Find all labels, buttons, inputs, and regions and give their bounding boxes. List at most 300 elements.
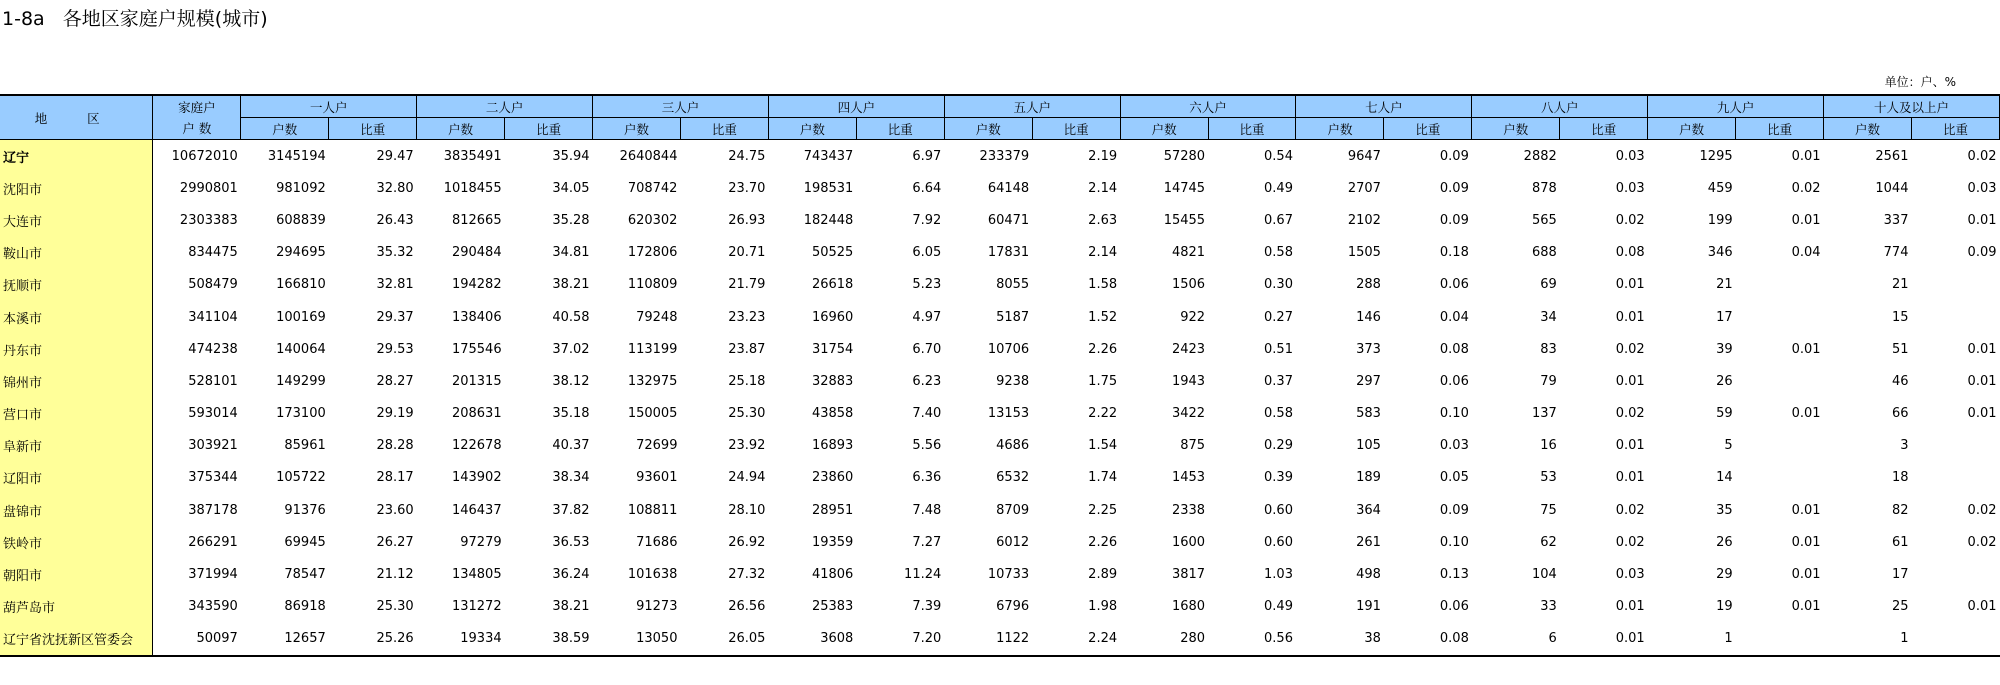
ratio-cell: 5.56	[912, 438, 942, 454]
ratio-cell: 36.24	[552, 567, 590, 583]
region-cell: 本溪市	[0, 301, 153, 333]
region-cell: 鞍山市	[0, 237, 153, 269]
ratio-cell: 1.58	[1088, 277, 1118, 293]
ratio-cell: 0.01	[1615, 438, 1645, 454]
ratio-cell: 26.92	[728, 534, 766, 550]
count-cell: 1600	[1171, 534, 1206, 550]
count-cell: 280	[1120, 623, 1208, 656]
ratio-cell: 0.27	[1264, 309, 1293, 325]
region-cell: 抚顺市	[0, 269, 153, 301]
table-row	[0, 365, 2000, 397]
count-cell: 13153	[987, 406, 1030, 422]
ratio-cell: 5.23	[912, 277, 942, 293]
ratio-cell: 26.93	[728, 212, 766, 228]
ratio-cell: 0.04	[1791, 245, 1821, 261]
count-cell: 69	[1540, 277, 1557, 293]
count-cell: 53	[1540, 470, 1557, 486]
ratio-cell: 7.48	[912, 502, 942, 518]
group-header: 五人户	[944, 95, 1120, 118]
count-cell: 5	[1724, 438, 1733, 454]
total-households-cell: 303921	[153, 430, 241, 462]
ratio-cell: 37.82	[552, 502, 590, 518]
group-header: 九人户	[1648, 95, 1824, 118]
count-cell: 14745	[1163, 180, 1206, 196]
ratio-cell: 6.64	[912, 180, 942, 196]
ratio-cell: 0.01	[1791, 534, 1821, 550]
ratio-cell: 0.06	[1439, 277, 1469, 293]
table-row	[0, 494, 2000, 526]
ratio-cell: 7.40	[912, 406, 942, 422]
ratio-cell: 28.27	[376, 373, 414, 389]
ratio-cell	[1736, 269, 1824, 301]
ratio-cell: 35.32	[376, 245, 414, 261]
ratio-cell	[1736, 462, 1824, 494]
count-cell: 97279	[460, 534, 502, 550]
sub-header-count: 户数	[1824, 118, 1912, 140]
count-cell: 16960	[811, 309, 854, 325]
ratio-cell: 0.02	[1967, 148, 1997, 164]
count-cell: 294695	[276, 245, 326, 261]
ratio-cell: 0.49	[1264, 599, 1293, 615]
ratio-cell: 0.10	[1439, 534, 1469, 550]
count-cell: 3	[1900, 438, 1909, 454]
count-cell: 19334	[417, 623, 505, 656]
sub-header-ratio: 比重	[1208, 118, 1296, 140]
count-cell: 2338	[1171, 502, 1206, 518]
count-cell: 2102	[1347, 212, 1381, 228]
count-cell: 28951	[811, 502, 854, 518]
ratio-cell: 1.74	[1088, 470, 1118, 486]
ratio-cell: 0.01	[1967, 373, 1997, 389]
ratio-cell: 0.54	[1264, 148, 1293, 164]
ratio-cell: 29.19	[376, 406, 414, 422]
ratio-cell: 0.03	[1967, 180, 1997, 196]
table-row	[0, 140, 2000, 173]
sub-header-ratio: 比重	[1911, 118, 1999, 140]
table-row	[0, 204, 2000, 236]
total-households-cell: 528101	[153, 365, 241, 397]
count-cell: 198531	[803, 180, 854, 196]
sub-header-ratio: 比重	[1032, 118, 1120, 140]
ratio-cell: 0.01	[1615, 309, 1645, 325]
ratio-cell: 24.75	[728, 148, 766, 164]
total-households-cell: 834475	[153, 237, 241, 269]
ratio-cell: 26.27	[376, 534, 414, 550]
count-cell: 6796	[996, 599, 1030, 615]
ratio-cell: 0.08	[1439, 341, 1469, 357]
count-cell: 32883	[811, 373, 854, 389]
ratio-cell: 0.08	[1615, 245, 1645, 261]
page-title: 1-8a 各地区家庭户规模(城市)	[2, 8, 268, 30]
ratio-cell: 23.92	[728, 438, 766, 454]
count-cell: 50525	[811, 245, 854, 261]
ratio-cell: 26.56	[728, 599, 766, 615]
sub-header-ratio: 比重	[1736, 118, 1824, 140]
count-cell: 149299	[276, 373, 326, 389]
count-cell: 15	[1891, 309, 1909, 325]
ratio-cell: 0.13	[1439, 567, 1469, 583]
count-cell: 17831	[987, 245, 1030, 261]
count-cell: 565	[1531, 212, 1557, 228]
ratio-cell: 0.09	[1439, 148, 1469, 164]
count-cell: 1505	[1347, 245, 1381, 261]
count-cell: 1018455	[443, 180, 502, 196]
ratio-cell: 2.19	[1088, 148, 1118, 164]
ratio-cell: 2.89	[1088, 567, 1118, 583]
count-cell: 290484	[451, 245, 502, 261]
ratio-cell: 0.05	[1439, 470, 1469, 486]
ratio-cell: 38.21	[552, 599, 590, 615]
count-cell: 91376	[284, 502, 326, 518]
ratio-cell: 23.23	[728, 309, 766, 325]
count-cell: 498	[1356, 567, 1381, 583]
count-cell: 175546	[451, 341, 502, 357]
count-cell: 199	[1707, 212, 1733, 228]
count-cell: 297	[1356, 373, 1381, 389]
count-cell: 583	[1356, 406, 1381, 422]
count-cell: 373	[1356, 341, 1381, 357]
count-cell: 743437	[803, 148, 854, 164]
ratio-cell: 0.02	[1615, 406, 1645, 422]
count-cell: 3835491	[443, 148, 502, 164]
count-cell: 875	[1180, 438, 1206, 454]
count-cell: 26	[1716, 373, 1733, 389]
count-cell: 4686	[996, 438, 1030, 454]
ratio-cell: 0.39	[1264, 470, 1293, 486]
table-body	[0, 140, 2000, 657]
ratio-cell: 0.29	[1264, 438, 1293, 454]
ratio-cell: 32.80	[376, 180, 414, 196]
group-header: 四人户	[768, 95, 944, 118]
table-row	[0, 623, 2000, 656]
count-cell: 59	[1716, 406, 1733, 422]
ratio-cell: 21.79	[728, 277, 766, 293]
sub-header-count: 户数	[768, 118, 856, 140]
count-cell: 812665	[451, 212, 502, 228]
region-cell: 辽宁省沈抚新区管委会	[0, 623, 153, 656]
table-row	[0, 591, 2000, 623]
ratio-cell: 29.37	[376, 309, 414, 325]
count-cell: 26618	[811, 277, 854, 293]
region-cell: 盘锦市	[0, 494, 153, 526]
ratio-cell: 2.24	[1032, 623, 1120, 656]
ratio-cell: 0.03	[1615, 567, 1645, 583]
ratio-cell: 0.06	[1439, 373, 1469, 389]
count-cell: 39	[1716, 341, 1733, 357]
count-cell: 146	[1356, 309, 1381, 325]
count-cell: 105	[1356, 438, 1381, 454]
ratio-cell: 0.49	[1264, 180, 1293, 196]
count-cell: 1295	[1699, 148, 1733, 164]
ratio-cell: 21.12	[376, 567, 414, 583]
ratio-cell: 0.01	[1791, 502, 1821, 518]
count-cell: 1506	[1171, 277, 1206, 293]
ratio-cell: 26.43	[376, 212, 414, 228]
ratio-cell: 0.09	[1439, 502, 1469, 518]
ratio-cell: 0.01	[1791, 341, 1821, 357]
count-cell: 146437	[451, 502, 502, 518]
ratio-cell: 0.09	[1439, 180, 1469, 196]
ratio-cell: 23.60	[376, 502, 414, 518]
count-cell: 60471	[987, 212, 1030, 228]
header-row-sub	[0, 118, 2000, 140]
count-cell: 10733	[987, 567, 1030, 583]
region-cell: 葫芦岛市	[0, 591, 153, 623]
ratio-cell: 7.27	[912, 534, 942, 550]
ratio-cell: 0.01	[1615, 277, 1645, 293]
ratio-cell: 0.18	[1439, 245, 1469, 261]
ratio-cell	[1911, 462, 1999, 494]
region-header: 地 区	[0, 95, 153, 140]
count-cell: 459	[1707, 180, 1733, 196]
region-cell: 辽阳市	[0, 462, 153, 494]
count-cell: 6	[1472, 623, 1560, 656]
count-cell: 23860	[811, 470, 854, 486]
count-cell: 10706	[987, 341, 1030, 357]
count-cell: 79248	[636, 309, 678, 325]
ratio-cell: 0.02	[1615, 502, 1645, 518]
total-households-cell: 371994	[153, 558, 241, 590]
count-cell: 182448	[803, 212, 854, 228]
sub-header-ratio: 比重	[329, 118, 417, 140]
table-row	[0, 558, 2000, 590]
ratio-cell: 0.10	[1439, 406, 1469, 422]
count-cell: 137	[1531, 406, 1557, 422]
ratio-cell: 0.06	[1439, 599, 1469, 615]
count-cell: 51	[1891, 341, 1909, 357]
ratio-cell: 4.97	[912, 309, 942, 325]
ratio-cell: 6.36	[912, 470, 942, 486]
region-cell: 大连市	[0, 204, 153, 236]
ratio-cell: 0.09	[1967, 245, 1997, 261]
count-cell: 17	[1891, 567, 1909, 583]
count-cell: 122678	[451, 438, 502, 454]
table-row	[0, 462, 2000, 494]
count-cell: 364	[1356, 502, 1381, 518]
ratio-cell: 1.54	[1088, 438, 1118, 454]
count-cell: 4821	[1171, 245, 1206, 261]
count-cell: 12657	[241, 623, 329, 656]
count-cell: 134805	[451, 567, 502, 583]
ratio-cell: 0.67	[1264, 212, 1293, 228]
ratio-cell: 25.18	[728, 373, 766, 389]
count-cell: 35	[1716, 502, 1733, 518]
sub-header-count: 户数	[241, 118, 329, 140]
ratio-cell: 27.32	[728, 567, 766, 583]
ratio-cell	[1736, 430, 1824, 462]
count-cell: 104	[1531, 567, 1557, 583]
sub-header-count: 户数	[1472, 118, 1560, 140]
ratio-cell: 2.14	[1088, 245, 1118, 261]
count-cell: 34	[1540, 309, 1557, 325]
count-cell: 101638	[627, 567, 678, 583]
ratio-cell: 35.18	[552, 406, 590, 422]
table-row	[0, 301, 2000, 333]
sub-header-count: 户数	[1296, 118, 1384, 140]
sub-header-count: 户数	[1120, 118, 1208, 140]
sub-header-count: 户数	[944, 118, 1032, 140]
ratio-cell: 20.71	[728, 245, 766, 261]
ratio-cell: 38.12	[552, 373, 590, 389]
ratio-cell: 0.02	[1791, 180, 1821, 196]
ratio-cell: 7.20	[856, 623, 944, 656]
ratio-cell: 0.01	[1967, 599, 1997, 615]
ratio-cell: 34.05	[552, 180, 590, 196]
ratio-cell: 38.21	[552, 277, 590, 293]
ratio-cell: 0.01	[1967, 212, 1997, 228]
table-row	[0, 526, 2000, 558]
count-cell: 878	[1531, 180, 1557, 196]
total-households-cell: 593014	[153, 398, 241, 430]
total-households-cell: 2990801	[153, 172, 241, 204]
count-cell: 173100	[276, 406, 326, 422]
count-cell: 1680	[1171, 599, 1206, 615]
count-cell: 18	[1891, 470, 1909, 486]
count-cell: 3145194	[267, 148, 326, 164]
total-households-cell: 343590	[153, 591, 241, 623]
count-cell: 3608	[768, 623, 856, 656]
ratio-cell: 11.24	[904, 567, 942, 583]
ratio-cell: 0.01	[1560, 623, 1648, 656]
count-cell: 1	[1824, 623, 1912, 656]
ratio-cell	[1911, 558, 1999, 590]
sub-header-ratio: 比重	[856, 118, 944, 140]
count-cell: 922	[1180, 309, 1206, 325]
count-cell: 16893	[811, 438, 854, 454]
count-cell: 16	[1540, 438, 1557, 454]
ratio-cell: 0.01	[1791, 212, 1821, 228]
ratio-cell: 26.05	[680, 623, 768, 656]
total-households-cell: 474238	[153, 333, 241, 365]
group-header: 二人户	[417, 95, 593, 118]
count-cell: 83	[1540, 341, 1557, 357]
ratio-cell: 35.28	[552, 212, 590, 228]
ratio-cell: 0.51	[1264, 341, 1293, 357]
count-cell: 66	[1891, 406, 1909, 422]
ratio-cell: 6.05	[912, 245, 942, 261]
ratio-cell: 0.58	[1264, 245, 1293, 261]
ratio-cell: 6.23	[912, 373, 942, 389]
header-row-groups	[0, 95, 2000, 118]
group-header: 一人户	[241, 95, 417, 118]
ratio-cell: 23.70	[728, 180, 766, 196]
ratio-cell: 0.03	[1615, 148, 1645, 164]
ratio-cell: 25.30	[728, 406, 766, 422]
ratio-cell: 0.60	[1264, 534, 1293, 550]
ratio-cell: 28.10	[728, 502, 766, 518]
count-cell: 100169	[276, 309, 326, 325]
count-cell: 1453	[1171, 470, 1206, 486]
ratio-cell: 0.02	[1615, 534, 1645, 550]
ratio-cell: 24.94	[728, 470, 766, 486]
count-cell: 110809	[627, 277, 678, 293]
ratio-cell: 0.60	[1264, 502, 1293, 518]
region-cell: 朝阳市	[0, 558, 153, 590]
total-households-cell: 266291	[153, 526, 241, 558]
count-cell: 3817	[1171, 567, 1206, 583]
table-row	[0, 430, 2000, 462]
count-cell: 29	[1716, 567, 1733, 583]
count-cell: 138406	[451, 309, 502, 325]
ratio-cell: 0.01	[1967, 341, 1997, 357]
ratio-cell: 6.70	[912, 341, 942, 357]
group-header: 十人及以上户	[1824, 95, 2000, 118]
ratio-cell: 32.81	[376, 277, 414, 293]
ratio-cell: 2.25	[1088, 502, 1118, 518]
ratio-cell: 0.37	[1264, 373, 1293, 389]
table-row	[0, 269, 2000, 301]
count-cell: 2423	[1171, 341, 1206, 357]
count-cell: 981092	[276, 180, 326, 196]
count-cell: 166810	[276, 277, 326, 293]
count-cell: 191	[1356, 599, 1381, 615]
table-row	[0, 398, 2000, 430]
ratio-cell: 0.30	[1264, 277, 1293, 293]
ratio-cell: 6.97	[912, 148, 942, 164]
sub-header-ratio: 比重	[1560, 118, 1648, 140]
count-cell: 150005	[627, 406, 678, 422]
sub-header-ratio: 比重	[505, 118, 593, 140]
ratio-cell: 7.39	[912, 599, 942, 615]
table-row	[0, 237, 2000, 269]
count-cell: 69945	[284, 534, 326, 550]
count-cell: 108811	[627, 502, 678, 518]
count-cell: 19	[1716, 599, 1733, 615]
count-cell: 6012	[996, 534, 1030, 550]
count-cell: 14	[1716, 470, 1733, 486]
count-cell: 1122	[944, 623, 1032, 656]
ratio-cell: 38.34	[552, 470, 590, 486]
count-cell: 233379	[979, 148, 1030, 164]
count-cell: 337	[1883, 212, 1909, 228]
ratio-cell: 28.28	[376, 438, 414, 454]
count-cell: 21	[1716, 277, 1733, 293]
table-row	[0, 172, 2000, 204]
count-cell: 57280	[1163, 148, 1206, 164]
total-households-cell: 387178	[153, 494, 241, 526]
ratio-cell: 7.92	[912, 212, 942, 228]
count-cell: 33	[1540, 599, 1557, 615]
count-cell: 774	[1883, 245, 1909, 261]
count-cell: 1943	[1171, 373, 1206, 389]
ratio-cell	[1736, 301, 1824, 333]
count-cell: 25383	[811, 599, 854, 615]
ratio-cell: 0.01	[1615, 373, 1645, 389]
ratio-cell: 0.09	[1439, 212, 1469, 228]
ratio-cell	[1911, 269, 1999, 301]
total-households-cell: 50097	[153, 623, 241, 656]
count-cell: 2640844	[619, 148, 678, 164]
count-cell: 86918	[284, 599, 326, 615]
sub-header-count: 户数	[593, 118, 681, 140]
count-cell: 62	[1540, 534, 1557, 550]
count-cell: 64148	[987, 180, 1030, 196]
unit-label: 单位：户、%	[1884, 75, 1956, 89]
count-cell: 1044	[1875, 180, 1909, 196]
count-cell: 79	[1540, 373, 1557, 389]
ratio-cell	[1911, 301, 1999, 333]
count-cell: 78547	[284, 567, 326, 583]
total-households-cell: 508479	[153, 269, 241, 301]
ratio-cell: 0.08	[1384, 623, 1472, 656]
ratio-cell: 0.58	[1264, 406, 1293, 422]
count-cell: 46	[1891, 373, 1909, 389]
count-cell: 1	[1648, 623, 1736, 656]
group-header: 七人户	[1296, 95, 1472, 118]
ratio-cell: 0.03	[1615, 180, 1645, 196]
table-row	[0, 333, 2000, 365]
count-cell: 8709	[996, 502, 1030, 518]
